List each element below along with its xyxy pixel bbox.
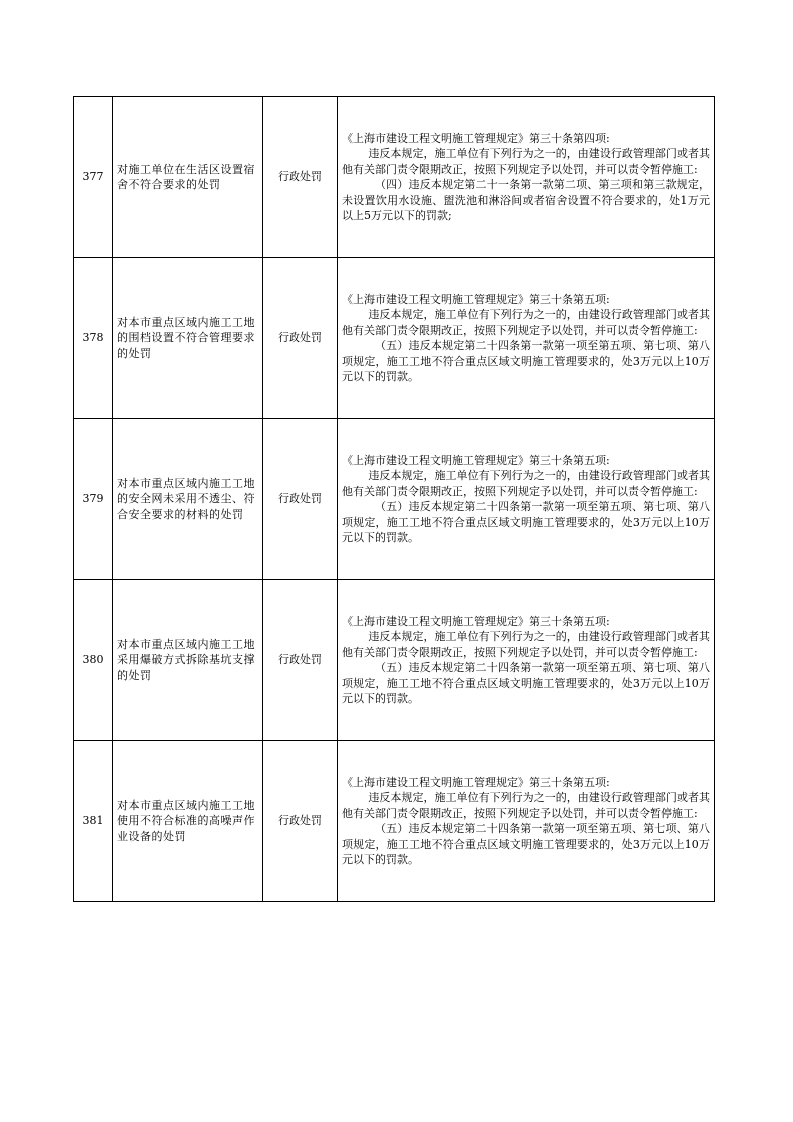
table-row <box>74 97 715 258</box>
item-name: 对本市重点区域内施工工地采用爆破方式拆除基坑支撑的处罚 <box>113 580 263 741</box>
basis-clause: （五）违反本规定第二十四条第一款第一项至第五项、第七项、第八项规定，施工工地不符合重点区域文明施工管理要求的，处3万元以上10万元以下的罚款。 <box>342 661 710 705</box>
table-row <box>74 258 715 419</box>
item-name: 对本市重点区域内施工工地的安全网未采用不透尘、符合安全要求的材料的处罚 <box>113 419 263 580</box>
row-number: 381 <box>74 741 113 902</box>
basis-title: 《上海市建设工程文明施工管理规定》第三十条第五项: <box>342 453 610 467</box>
basis-title: 《上海市建设工程文明施工管理规定》第三十条第五项: <box>342 775 610 789</box>
penalty-type: 行政处罚 <box>263 741 338 902</box>
penalty-type: 行政处罚 <box>263 419 338 580</box>
basis-title: 《上海市建设工程文明施工管理规定》第三十条第五项: <box>342 292 610 306</box>
item-name: 对本市重点区域内施工工地使用不符合标准的高噪声作业设备的处罚 <box>113 741 263 902</box>
table-row <box>74 580 715 741</box>
legal-basis <box>338 97 715 258</box>
basis-title: 《上海市建设工程文明施工管理规定》第三十条第四项: <box>342 131 610 145</box>
penalty-table <box>73 96 715 902</box>
penalty-type: 行政处罚 <box>263 258 338 419</box>
basis-paragraph: 违反本规定，施工单位有下列行为之一的，由建设行政管理部门或者其他有关部门责令限期改正，按照下列规定予以处罚，并可以责令暂停施工: <box>342 147 710 176</box>
item-name: 对本市重点区域内施工工地的围档设置不符合管理要求的处罚 <box>113 258 263 419</box>
basis-clause: （五）违反本规定第二十四条第一款第一项至第五项、第七项、第八项规定，施工工地不符合重点区域文明施工管理要求的，处3万元以上10万元以下的罚款。 <box>342 822 710 866</box>
basis-clause: （四）违反本规定第二十一条第一款第二项、第三项和第三款规定，未设置饮用水设施、盥洗池和淋浴间或者宿舍设置不符合要求的，处1万元以上5万元以下的罚款; <box>342 178 710 222</box>
basis-paragraph: 违反本规定，施工单位有下列行为之一的，由建设行政管理部门或者其他有关部门责令限期改正，按照下列规定予以处罚，并可以责令暂停施工: <box>342 308 710 337</box>
basis-title: 《上海市建设工程文明施工管理规定》第三十条第五项: <box>342 614 610 628</box>
legal-basis <box>338 580 715 741</box>
basis-clause: （五）违反本规定第二十四条第一款第一项至第五项、第七项、第八项规定，施工工地不符合重点区域文明施工管理要求的，处3万元以上10万元以下的罚款。 <box>342 339 710 383</box>
row-number: 379 <box>74 419 113 580</box>
legal-basis <box>338 258 715 419</box>
table-row <box>74 419 715 580</box>
basis-clause: （五）违反本规定第二十四条第一款第一项至第五项、第七项、第八项规定，施工工地不符合重点区域文明施工管理要求的，处3万元以上10万元以下的罚款。 <box>342 500 710 544</box>
table-row <box>74 741 715 902</box>
basis-paragraph: 违反本规定，施工单位有下列行为之一的，由建设行政管理部门或者其他有关部门责令限期改正，按照下列规定予以处罚，并可以责令暂停施工: <box>342 791 710 820</box>
penalty-type: 行政处罚 <box>263 97 338 258</box>
row-number: 377 <box>74 97 113 258</box>
legal-basis <box>338 419 715 580</box>
item-name: 对施工单位在生活区设置宿舍不符合要求的处罚 <box>113 97 263 258</box>
legal-basis <box>338 741 715 902</box>
row-number: 378 <box>74 258 113 419</box>
penalty-type: 行政处罚 <box>263 580 338 741</box>
row-number: 380 <box>74 580 113 741</box>
basis-paragraph: 违反本规定，施工单位有下列行为之一的，由建设行政管理部门或者其他有关部门责令限期改正，按照下列规定予以处罚，并可以责令暂停施工: <box>342 469 710 498</box>
basis-paragraph: 违反本规定，施工单位有下列行为之一的，由建设行政管理部门或者其他有关部门责令限期改正，按照下列规定予以处罚，并可以责令暂停施工: <box>342 630 710 659</box>
